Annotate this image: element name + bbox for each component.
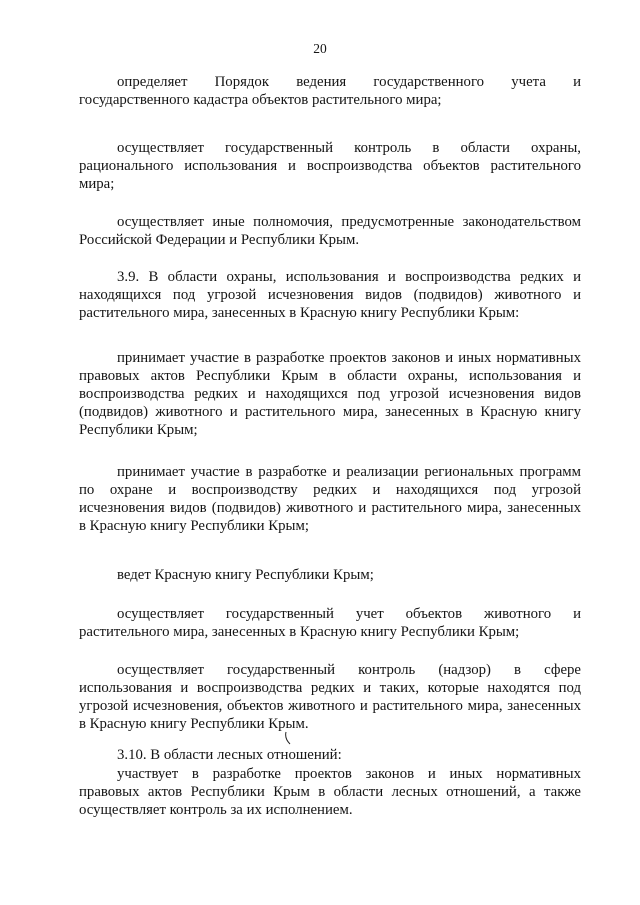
- paragraph-forest-legislation: [79, 765, 581, 819]
- paragraph-red-book: [79, 566, 581, 584]
- paragraph-line: 3.9. В области охраны, использования и воспроизводства редких и: [117, 269, 581, 285]
- paragraph-line: осуществляет государственный контроль в области охраны,: [117, 140, 581, 156]
- paragraph-line: угрозой исчезновения, объектов животного и растительного мира, занесенных: [79, 698, 581, 714]
- paragraph-state-accounting: [79, 605, 581, 641]
- section-3-9-heading: [79, 268, 581, 322]
- paragraph-legislation-participation: [79, 349, 581, 439]
- paragraph-line: использования и воспроизводства редких и таких, которые находятся под: [79, 680, 581, 696]
- paragraph-line: воспроизводства редких и находящихся под угрозой исчезновения видов: [79, 386, 581, 402]
- paragraph-line: рационального использования и воспроизводства объектов растительного: [79, 158, 581, 174]
- paragraph-line: растительного мира, занесенных в Красную книгу Республики Крым:: [79, 305, 520, 321]
- pen-mark: [284, 731, 292, 745]
- paragraph-state-supervision: [79, 661, 581, 733]
- paragraph-line: осуществляет государственный учет объектов животного и: [117, 606, 581, 622]
- paragraph-line: принимает участие в разработке и реализации региональных программ: [117, 464, 581, 480]
- paragraph-line: осуществляет государственный контроль (надзор) в сфере: [117, 662, 581, 678]
- paragraph-line: осуществляет контроль за их исполнением.: [79, 802, 353, 818]
- paragraph-line: мира;: [79, 176, 115, 192]
- paragraph-line: государственного кадастра объектов растительного мира;: [79, 92, 442, 108]
- paragraph-line: (подвидов) животного и растительного мира, занесенных в Красную книгу: [79, 404, 581, 420]
- paragraph-flora-control: [79, 139, 581, 193]
- paragraph-line: в Красную книгу Республики Крым.: [79, 716, 309, 732]
- paragraph-other-powers: [79, 213, 581, 249]
- paragraph-line: Российской Федерации и Республики Крым.: [79, 232, 360, 248]
- paragraph-line: растительного мира, занесенных в Красную книгу Республики Крым;: [79, 624, 520, 640]
- paragraph-cadastre-order: [79, 73, 581, 109]
- paragraph-line: в Красную книгу Республики Крым;: [79, 518, 309, 534]
- page-number: 20: [313, 41, 327, 56]
- paragraph-line: 3.10. В области лесных отношений:: [117, 747, 342, 763]
- section-3-10-heading: [79, 746, 581, 764]
- paragraph-regional-programs: [79, 463, 581, 535]
- paragraph-line: правовых актов Республики Крым в области лесных отношений, а также: [79, 784, 581, 800]
- paragraph-line: ведет Красную книгу Республики Крым;: [117, 567, 374, 583]
- paragraph-line: определяет Порядок ведения государственного учета и: [117, 74, 581, 90]
- paragraph-line: принимает участие в разработке проектов законов и иных нормативных: [117, 350, 581, 366]
- paragraph-line: находящихся под угрозой исчезновения видов (подвидов) животного и: [79, 287, 581, 303]
- paragraph-line: участвует в разработке проектов законов и иных нормативных: [117, 766, 581, 782]
- paragraph-line: исчезновения видов (подвидов) животного и растительного мира, занесенных: [79, 500, 581, 516]
- paragraph-line: правовых актов Республики Крым в области охраны, использования и: [79, 368, 581, 384]
- paragraph-line: по охране и воспроизводству редких и находящихся под угрозой: [79, 482, 581, 498]
- paragraph-line: Республики Крым;: [79, 422, 198, 438]
- paragraph-line: осуществляет иные полномочия, предусмотренные законодательством: [117, 214, 581, 230]
